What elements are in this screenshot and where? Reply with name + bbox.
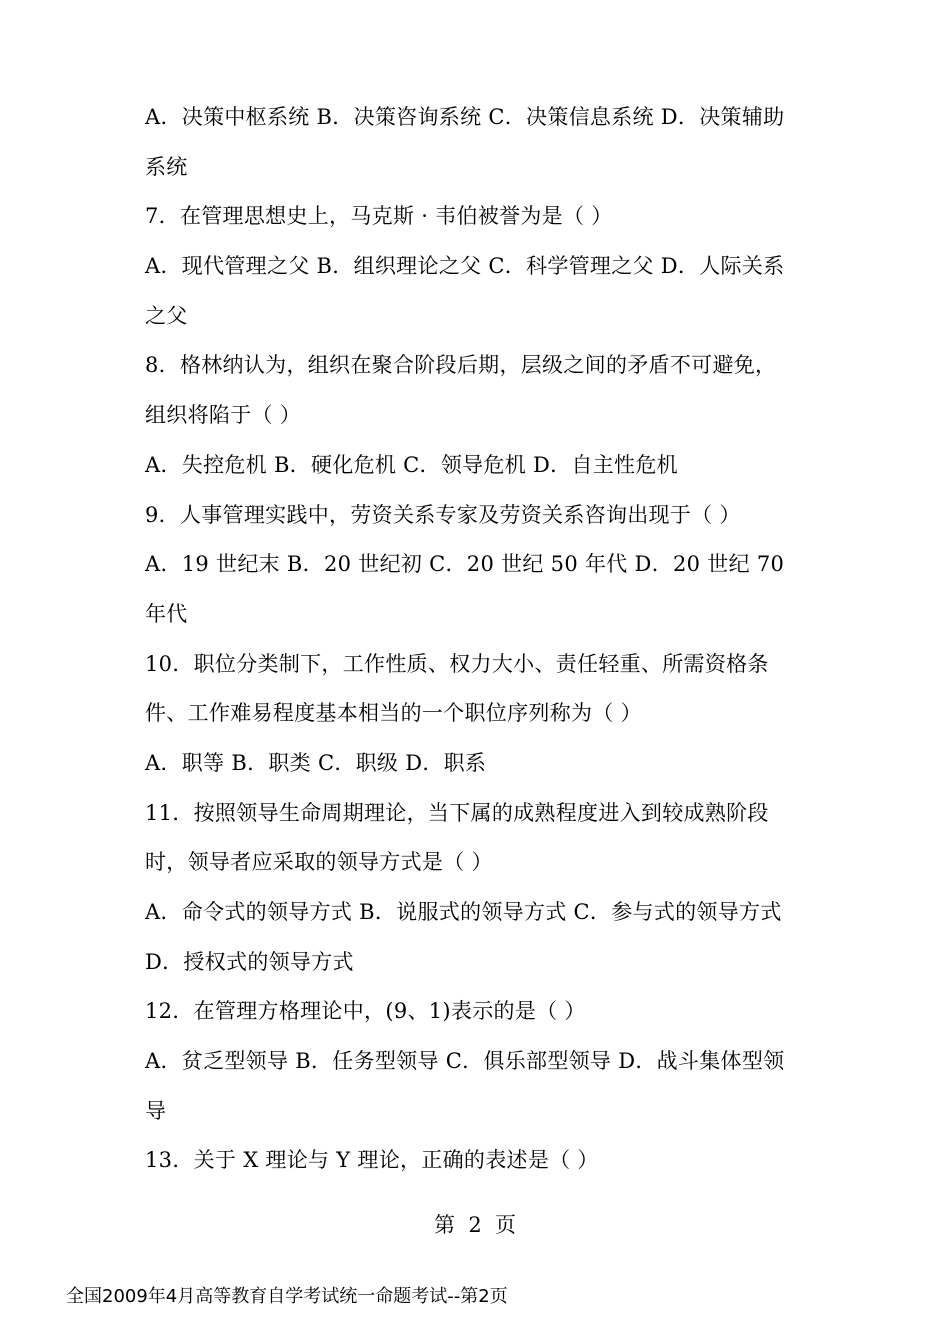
document-body xyxy=(145,93,815,1186)
text-line: A．19 世纪末 B．20 世纪初 C．20 世纪 50 年代 D．20 世纪 70 xyxy=(145,552,785,577)
text-line: A．失控危机 B．硬化危机 C．领导危机 D．自主性危机 xyxy=(145,452,678,477)
text-line: 11．按照领导生命周期理论，当下属的成熟程度进入到较成熟阶段 xyxy=(145,800,769,825)
text-line: 8．格林纳认为，组织在聚合阶段后期，层级之间的矛盾不可避免， xyxy=(145,353,777,378)
text-line: D．授权式的领导方式 xyxy=(145,949,354,974)
text-line: 之父 xyxy=(145,303,188,328)
text-line: 件、工作难易程度基本相当的一个职位序列称为（ ） xyxy=(145,701,642,726)
text-line: A．命令式的领导方式 B．说服式的领导方式 C．参与式的领导方式 xyxy=(145,900,782,924)
text-line: 13．关于 X 理论与 Y 理论，正确的表述是（ ） xyxy=(145,1148,599,1173)
text-line: 10．职位分类制下，工作性质、权力大小、责任轻重、所需资格条 xyxy=(145,651,769,676)
text-line: 时，领导者应采取的领导方式是（ ） xyxy=(145,850,493,875)
text-line: A．现代管理之父 B．组织理论之父 C．科学管理之父 D．人际关系 xyxy=(145,254,785,279)
text-line: 9．人事管理实践中，劳资关系专家及劳资关系咨询出现于（ ） xyxy=(145,502,741,527)
text-line: A．贫乏型领导 B．任务型领导 C．俱乐部型领导 D．战斗集体型领 xyxy=(145,1049,785,1074)
text-line: 导 xyxy=(145,1098,167,1123)
text-line: 12．在管理方格理论中，(9、1)表示的是（ ） xyxy=(145,999,586,1024)
footer-caption: 全国2009年4月高等教育自学考试统一命题考试--第2页 xyxy=(66,1286,508,1307)
text-line: A．职等 B．职类 C．职级 D．职系 xyxy=(145,750,487,775)
text-line: 7．在管理思想史上，马克斯 · 韦伯被誉为是（ ） xyxy=(145,204,613,229)
text-line: 组织将陷于（ ） xyxy=(145,403,302,428)
text-line: 年代 xyxy=(145,601,188,626)
page-number: 第 2 页 xyxy=(433,1213,517,1237)
text-line: 系统 xyxy=(145,154,188,179)
text-line: A．决策中枢系统 B．决策咨询系统 C．决策信息系统 D．决策辅助 xyxy=(145,105,785,129)
